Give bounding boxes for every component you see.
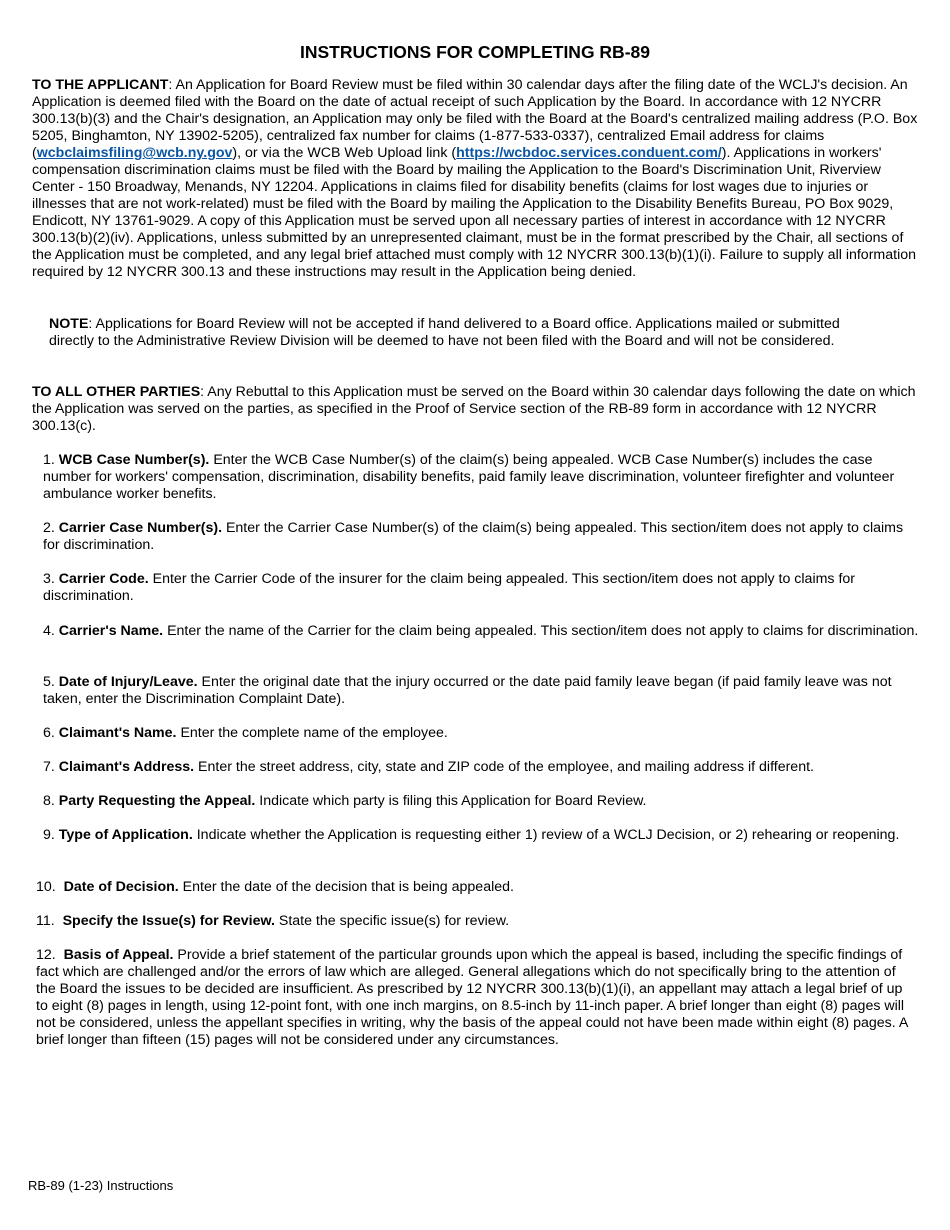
applicant-text-1: : An Application for Board Review must be filed within 30 calendar days after the filing date of the WCLJ's decision. An Application is deemed filed with the Board on the date of actual receipt of such Application by the Board. In accordance with 12 NYCRR 300.13(b)(3) and the Chair's designation, an Application may only be filed with the Board at the Board's centralized mailing address (P.O. Box 5205, Binghamton, NY 13902-5205), centralized fax number for claims (1-877-533-0337), centralized Email address for claims (: [32, 77, 918, 161]
item-label: Basis of Appeal.: [63, 947, 174, 963]
instruction-item: [43, 725, 923, 742]
item-text: Enter the name of the Carrier for the claim being appealed. This section/item does not apply to claims for discrimination.: [163, 623, 919, 639]
instruction-item: [36, 913, 916, 930]
item-text: Enter the street address, city, state and ZIP code of the employee, and mailing address if different.: [194, 759, 814, 775]
claims-email-link[interactable]: wcbclaimsfiling@wcb.ny.gov: [36, 145, 233, 161]
item-text: Indicate whether the Application is requesting either 1) review of a WCLJ Decision, or 2) rehearing or reopening.: [192, 827, 900, 843]
item-label: Date of Decision.: [63, 879, 179, 895]
item-number: 10.: [36, 879, 56, 895]
item-number: 1.: [43, 452, 55, 468]
item-number: 4.: [43, 623, 55, 639]
item-number: 8.: [43, 793, 55, 809]
note-label: NOTE: [49, 316, 89, 332]
item-label: Party Requesting the Appeal.: [58, 793, 256, 809]
other-parties-paragraph: [32, 384, 920, 435]
other-parties-text: : Any Rebuttal to this Application must be served on the Board within 30 calendar days following the date on which the Application was served on the parties, as specified in the Proof of Service section of the RB-89 form in accordance with 12 NYCRR 300.13(c).: [32, 384, 916, 434]
item-label: Claimant's Address.: [58, 759, 195, 775]
note-paragraph: [49, 316, 859, 350]
item-label: Date of Injury/Leave.: [58, 674, 198, 690]
item-text: Enter the Carrier Code of the insurer for the claim being appealed. This section/item does not apply to claims for discrimination.: [43, 571, 856, 604]
item-text: Indicate which party is filing this Application for Board Review.: [255, 793, 647, 809]
item-label: Claimant's Name.: [58, 725, 177, 741]
item-text: Enter the date of the decision that is being appealed.: [178, 879, 514, 895]
item-number: 2.: [43, 520, 55, 536]
item-text: State the specific issue(s) for review.: [274, 913, 510, 929]
item-number: 11.: [36, 913, 55, 929]
instruction-item: [43, 623, 923, 640]
applicant-paragraph: [32, 77, 920, 281]
item-label: WCB Case Number(s).: [58, 452, 210, 468]
form-footer: RB-89 (1-23) Instructions: [28, 1178, 174, 1193]
instruction-item: [43, 520, 923, 554]
item-number: 9.: [43, 827, 55, 843]
item-number: 6.: [43, 725, 55, 741]
applicant-text-3: ). Applications in workers' compensation discrimination claims must be filed with the Board by mailing the Application to the Board's Discrimination Unit, Riverview Center - 150 Broadway, Menands, NY 12204. Applications in claims filed for disability benefits (claims for lost wages due to injuries or illnesses that are not work-related) must be filed with the Board by mailing the Application to the Disability Benefits Bureau, PO Box 9029, Endicott, NY 13761-9029. A copy of this Application must be served upon all necessary parties of interest in accordance with 12 NYCRR 300.13(b)(2)(iv). Applications, unless submitted by an unrepresented claimant, must be in the format prescribed by the Chair, all sections of the Application must be completed, and any legal brief attached must comply with 12 NYCRR 300.13(b)(1)(i). Failure to supply all information required by 12 NYCRR 300.13 and these instructions may result in the Application being denied.: [32, 145, 916, 280]
item-text: Provide a brief statement of the particular grounds upon which the appeal is based, including the specific findings of fact which are challenged and/or the errors of law which are alleged. General allegations which do not specifically bring to the attention of the Board the issues to be decided are insufficient. As prescribed by 12 NYCRR 300.13(b)(1)(i), an appellant may attach a legal brief of up to eight (8) pages in length, using 12-point font, with one inch margins, on 8.5-inch by 11-inch paper. A brief longer than eight (8) pages will not be considered, unless the appellant specifies in writing, why the basis of the appeal could not have been made within eight (8) pages. A brief longer than fifteen (15) pages will not be considered under any circumstances.: [36, 947, 908, 1048]
page-title: INSTRUCTIONS FOR COMPLETING RB-89: [299, 42, 650, 62]
note-text: : Applications for Board Review will not be accepted if hand delivered to a Board office. Applications mailed or submitted directly to the Administrative Review Division will be deemed to have not been filed with the Board and will not be considered.: [49, 316, 840, 349]
other-parties-label: TO ALL OTHER PARTIES: [32, 384, 201, 400]
instruction-item: [43, 674, 923, 708]
applicant-label: TO THE APPLICANT: [32, 77, 169, 93]
instruction-item: [36, 879, 916, 896]
item-label: Carrier Case Number(s).: [58, 520, 223, 536]
applicant-text-2: ), or via the WCB Web Upload link (: [232, 145, 457, 161]
item-label: Specify the Issue(s) for Review.: [62, 913, 275, 929]
item-text: Enter the Carrier Case Number(s) of the claim(s) being appealed. This section/item does not apply to claims for discrimination.: [43, 520, 904, 553]
instruction-item: [43, 571, 923, 605]
web-upload-link[interactable]: https://wcbdoc.services.conduent.com/: [456, 145, 722, 161]
item-label: Carrier's Name.: [58, 623, 164, 639]
item-label: Carrier Code.: [58, 571, 149, 587]
item-label: Type of Application.: [58, 827, 193, 843]
instruction-item: [43, 452, 923, 503]
item-number: 7.: [43, 759, 55, 775]
item-number: 3.: [43, 571, 55, 587]
item-text: Enter the WCB Case Number(s) of the claim(s) being appealed. WCB Case Number(s) includes the case number for workers' compensation, discrimination, disability benefits, paid family leave discrimination, volunteer firefighter and volunteer ambulance worker benefits.: [43, 452, 895, 502]
item-text: Enter the original date that the injury occurred or the date paid family leave began (if paid family leave was not taken, enter the Discrimination Complaint Date).: [43, 674, 892, 707]
instruction-item: [36, 947, 916, 1049]
instruction-item: [43, 793, 923, 810]
item-number: 5.: [43, 674, 55, 690]
item-number: 12.: [36, 947, 56, 963]
item-text: Enter the complete name of the employee.: [176, 725, 448, 741]
instruction-item: [43, 759, 923, 776]
instruction-item: [43, 827, 923, 844]
